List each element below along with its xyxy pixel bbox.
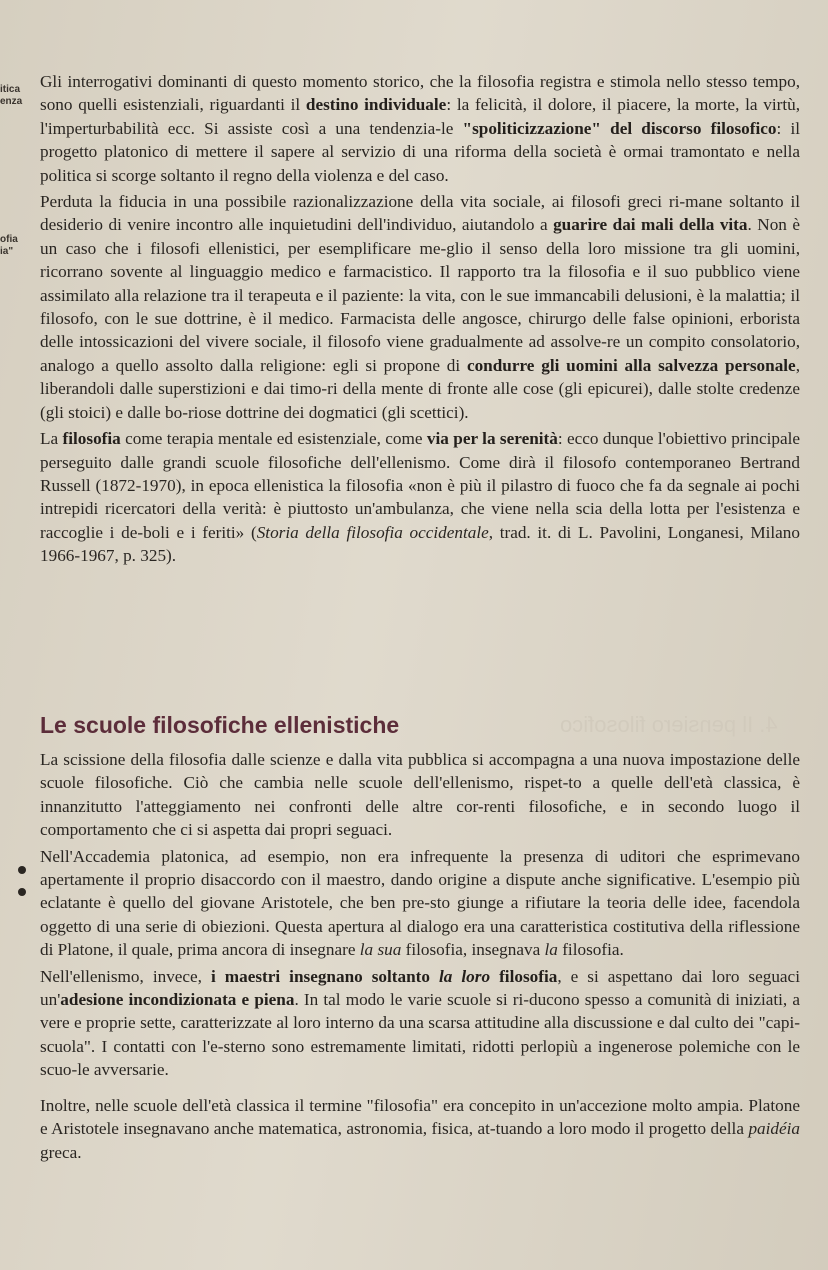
bullet-icon: [18, 866, 26, 874]
paragraph: Gli interrogativi dominanti di questo momento storico, che la filosofia registra e stimola nello stesso tempo, sono quelli esistenziali, riguardanti il destino individuale: la felicità, il dolore, il piacere, la morte, la virtù, l'imperturbabilità ecc. Si assiste così a una tendenzia-le "spoliticizzazione" del discorso filosofico: il progetto platonico di mettere il sapere al servizio di una riforma della società è ormai tramontato e nella politica si scorge soltanto il regno della violenza e del caso.: [40, 72, 801, 185]
bullet-icon: [18, 888, 26, 896]
paragraph: La filosofia come terapia mentale ed esistenziale, come via per la serenità: ecco dunque l'obiettivo principale perseguito dalle grandi scuole filosofiche dell'ellenismo. Come dirà il filosofo contemporaneo Bertrand Russell (1872-1970), in epoca ellenistica la filosofia «non è più il pilastro di fuoco che fa da segnale ai pochi intrepidi ricercatori della verità: è piuttosto un'ambulanza, che viene nella scia della lotta per l'esistenza e raccoglie i de-boli e i feriti» (Storia della filosofia occidentale, trad. it. di L. Pavolini, Longanesi, Milano 1966-1967, p. 325).: [40, 429, 800, 566]
schools-section: [40, 748, 800, 1164]
paragraph: Nell'Accademia platonica, ad esempio, non era infrequente la presenza di uditori che esprimevano apertamente il proprio disaccordo con il maestro, dando origine a dispute anche significative. L'esempio più eclatante è quello del giovane Aristotele, che ben pre-sto giunge a rifiutare la teoria delle idee, facendola oggetto di una serie di obiezioni. Questa apertura al dialogo era una caratteristica costitutiva della riflessione di Platone, il quale, prima ancora di insegnare la sua filosofia, insegnava la filosofia.: [40, 846, 800, 960]
paragraph: Inoltre, nelle scuole dell'età classica il termine "filosofia" era concepito in un'accezione molto ampia. Platone e Aristotele insegnavano anche matematica, astronomia, fisica, at-tuando a loro modo il progetto della paidéia greca.: [40, 1095, 800, 1162]
paragraph: Perduta la fiducia in una possibile razionalizzazione della vita sociale, ai filosofi greci ri-mane soltanto il desiderio di venire incontro alle inquietudini dell'individuo, aiutandolo a guarire dai mali della vita. Non è un caso che i filosofi ellenistici, per esemplificare me-glio il senso della loro missione tra gli uomini, ricorrano sovente al linguaggio medico e farmacistico. Il rapporto tra la filosofia e il suo pubblico viene assimilato alla relazione tra il terapeuta e il paziente: la vita, con le sue immancabili delusioni, è la malattia; il filosofo, con le sue dottrine, è il medico. Farmacista delle angosce, chirurgo delle false opinioni, erborista delle intossicazioni del vivere sociale, il filosofo viene gradualmente ad assolve-re un compito consolatorio, analogo a quello assolto dalla religione: egli si propone di condurre gli uomini alla salvezza personale, liberandoli dalle superstizioni e dai timo-ri della mente di fronte alle cose (gli epicurei), dalle stolte credenze (gli stoici) e dalle bo-riose dottrine dei dogmatici (gli scettici).: [40, 192, 800, 422]
paragraph: La scissione della filosofia dalle scienze e dalla vita pubblica si accompagna a una nuova impostazione delle scuole filosofiche. Ciò che cambia nelle scuole dell'ellenismo, rispet-to a quelle dell'età classica, è innanzitutto l'atteggiamento nei confronti delle altre cor-renti filosofiche, e in secondo luogo il comportamento che ci si aspetta dai propri seguaci.: [40, 750, 800, 840]
section-heading: Le scuole filosofiche ellenistiche: [40, 712, 400, 738]
paragraph: Nell'ellenismo, invece, i maestri insegnano soltanto la loro filosofia, e si aspettano dai loro seguaci un'adesione incondizionata e piena. In tal modo le varie scuole si ri-ducono spesso a comunità di iniziati, a vere e proprie sette, caratterizzate al loro interno da una scarsa attitudine alla discussione e dal culto dei "capi-scuola". I contatti con l'e-sterno sono estremamente limitati, ridotti perlopiù a ingenerose polemiche con le scuo-le avversarie.: [40, 966, 800, 1080]
margin-note: ofia ia": [0, 234, 18, 257]
intro-section: [40, 70, 800, 568]
bleed-through-text: 4. Il pensiero filosofico: [560, 712, 778, 737]
margin-note: itica enza: [0, 84, 23, 107]
